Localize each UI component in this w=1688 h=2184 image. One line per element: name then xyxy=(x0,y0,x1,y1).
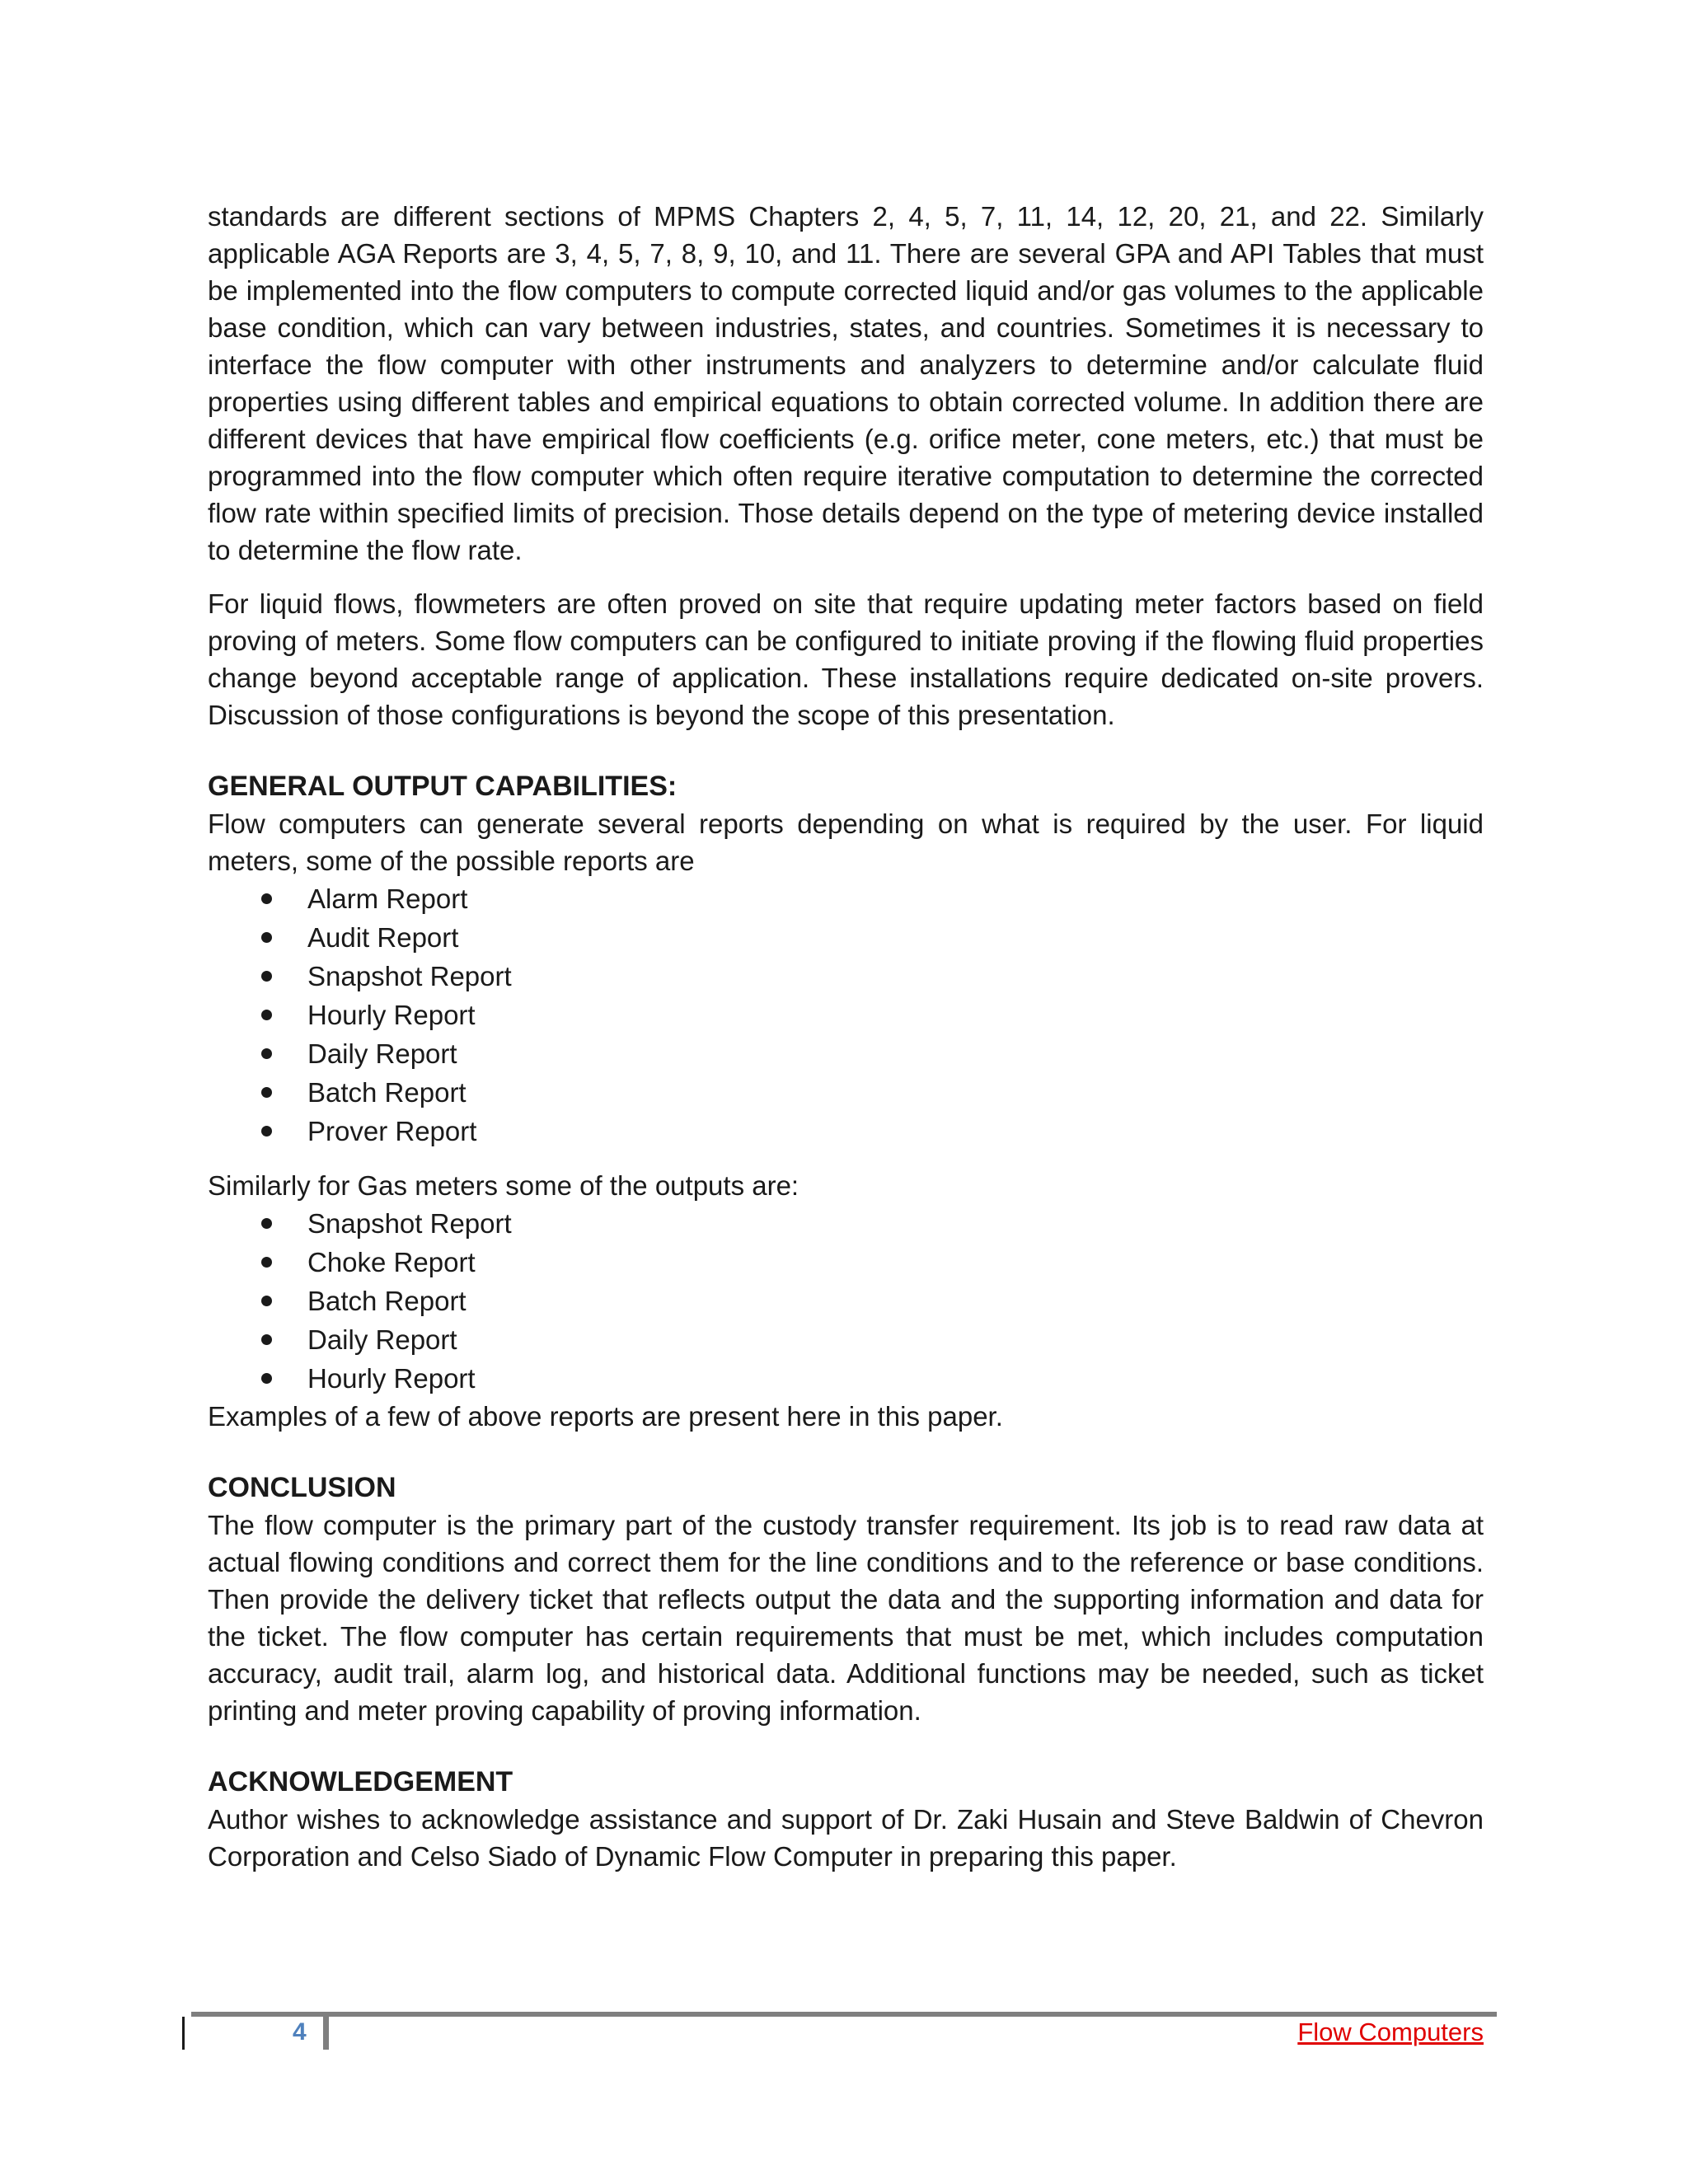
gas-report-list xyxy=(208,1204,1484,1398)
paragraph-gas-intro: Similarly for Gas meters some of the outputs are: xyxy=(208,1170,799,1201)
list-item xyxy=(208,1243,1484,1282)
list-item-label: Hourly Report xyxy=(307,1000,476,1030)
bullet-icon xyxy=(261,1218,272,1229)
list-item xyxy=(208,1112,1484,1151)
list-item-label: Daily Report xyxy=(307,1038,457,1069)
document-body xyxy=(208,198,1484,1875)
footer-title-link[interactable]: Flow Computers xyxy=(1297,2018,1484,2046)
paragraph-output-closing: Examples of a few of above reports are present here in this paper. xyxy=(208,1401,1003,1432)
list-item-label: Hourly Report xyxy=(307,1363,476,1394)
list-item-label: Daily Report xyxy=(307,1324,457,1355)
list-item xyxy=(208,1320,1484,1359)
list-item xyxy=(208,957,1484,996)
page-number: 4 xyxy=(293,2018,307,2046)
liquid-report-list xyxy=(208,879,1484,1151)
paragraph-conclusion: The flow computer is the primary part of the custody transfer requirement. Its job is to read raw data at actual flowing conditions and correct them for the line conditions and to the reference or base conditions. Then provide the delivery ticket that reflects output the data and the supporting information and data for the ticket. The flow computer has certain requirements that must be met, which includes computation accuracy, audit trail, alarm log, and historical data. Additional functions may be needed, such as ticket printing and meter proving capability of proving information. xyxy=(208,1510,1484,1726)
list-item-label: Prover Report xyxy=(307,1116,477,1146)
heading-general-output: GENERAL OUTPUT CAPABILITIES: xyxy=(208,771,678,802)
list-item-label: Choke Report xyxy=(307,1247,476,1277)
bullet-icon xyxy=(261,893,272,904)
paragraph-acknowledgement: Author wishes to acknowledge assistance and support of Dr. Zaki Husain and Steve Baldwin of Chevron Corporation and Celso Siado of Dynamic Flow Computer in preparing this paper. xyxy=(208,1804,1484,1872)
list-item-label: Alarm Report xyxy=(307,883,468,914)
list-item-label: Audit Report xyxy=(307,922,459,953)
paragraph-output-intro: Flow computers can generate several reports depending on what is required by the user. For liquid meters, some of the possible reports are xyxy=(208,808,1484,876)
heading-acknowledgement: ACKNOWLEDGEMENT xyxy=(208,1766,513,1797)
list-item-label: Batch Report xyxy=(307,1286,467,1316)
heading-conclusion: CONCLUSION xyxy=(208,1472,396,1503)
paragraph-liquid-flows: For liquid flows, flowmeters are often proved on site that require updating meter factors based on field proving of meters. Some flow computers can be configured to initiate proving if the flowing fluid properties change beyond acceptable range of application. These installations require dedicated on-site provers. Discussion of those configurations is beyond the scope of this presentation. xyxy=(208,588,1484,730)
list-item xyxy=(208,1073,1484,1112)
bullet-icon xyxy=(261,1296,272,1306)
bullet-icon xyxy=(261,971,272,982)
bullet-icon xyxy=(261,1334,272,1345)
list-item-label: Snapshot Report xyxy=(307,1208,512,1239)
list-item-label: Batch Report xyxy=(307,1077,467,1108)
bullet-icon xyxy=(261,1010,272,1020)
bullet-icon xyxy=(261,1257,272,1268)
list-item xyxy=(208,1204,1484,1243)
list-item xyxy=(208,1282,1484,1320)
footer-left-tick xyxy=(182,2017,185,2050)
list-item xyxy=(208,996,1484,1034)
bullet-icon xyxy=(261,1087,272,1098)
bullet-icon xyxy=(261,1048,272,1059)
list-item xyxy=(208,879,1484,918)
list-item xyxy=(208,1034,1484,1073)
bullet-icon xyxy=(261,1373,272,1384)
bullet-icon xyxy=(261,932,272,943)
footer-page-tick xyxy=(323,2017,329,2050)
list-item-label: Snapshot Report xyxy=(307,961,512,991)
bullet-icon xyxy=(261,1126,272,1137)
list-item xyxy=(208,918,1484,957)
list-item xyxy=(208,1359,1484,1398)
paragraph-standards: standards are different sections of MPMS Chapters 2, 4, 5, 7, 11, 14, 12, 20, 21, and 22. Similarly applicable AGA Reports are 3, 4, 5, 7, 8, 9, 10, and 11. There are several GPA and API Tables that must be implemented into the flow computers to compute corrected liquid and/or gas volumes to the applicable base condition, which can vary between industries, states, and countries. Sometimes it is necessary to interface the flow computer with other instruments and analyzers to determine and/or calculate fluid properties using different tables and empirical equations to obtain corrected volume. In addition there are different devices that have empirical flow coefficients (e.g. orifice meter, cone meters, etc.) that must be programmed into the flow computer which often require iterative computation to determine the corrected flow rate within specified limits of precision. Those details depend on the type of metering device installed to determine the flow rate. xyxy=(208,201,1484,565)
